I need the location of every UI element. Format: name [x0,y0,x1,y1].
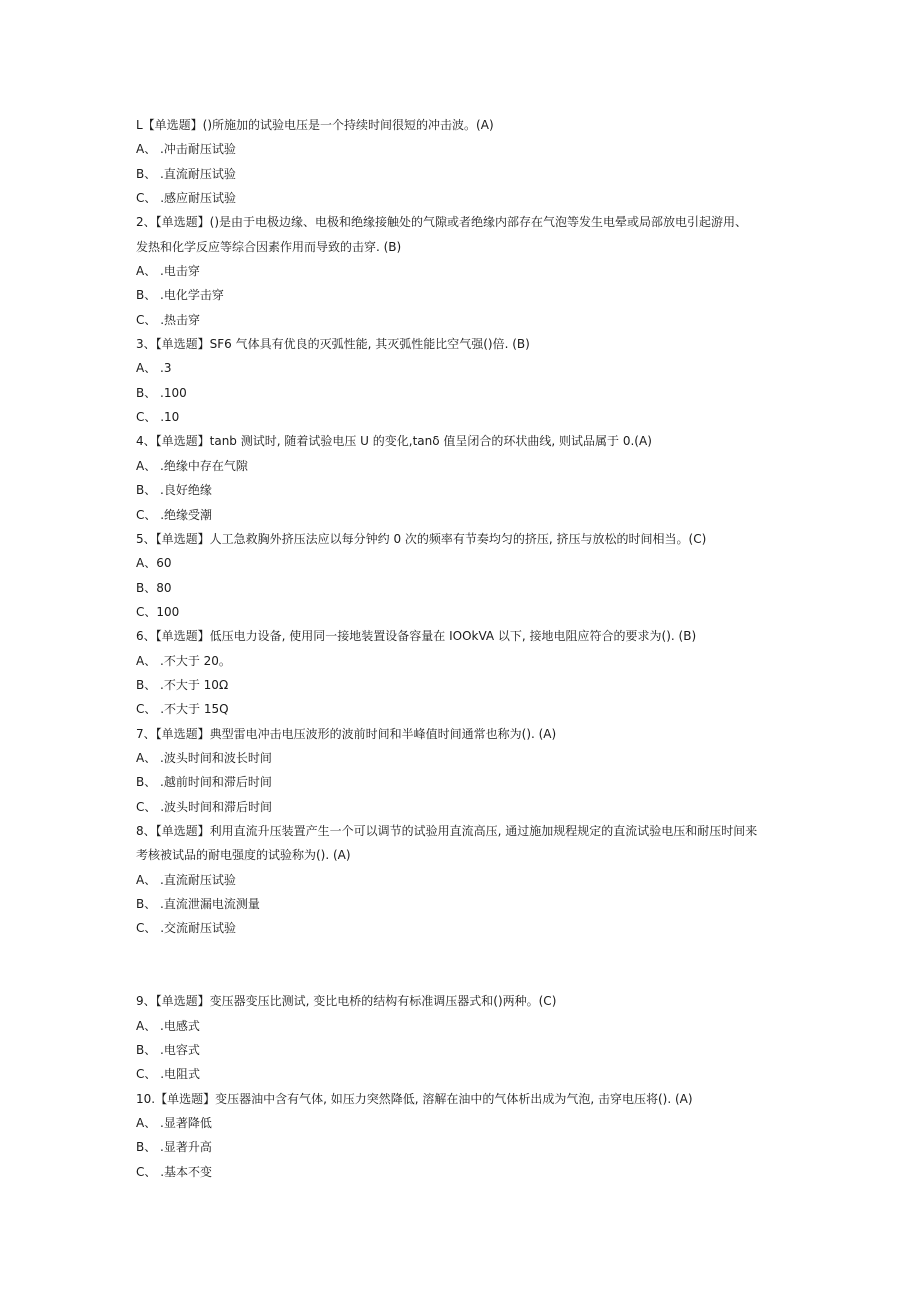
option-c: C、 .交流耐压试验 [136,921,237,936]
question-text: 9、【单选题】变压器变压比测试, 变比电桥的结构有标准调压器式和()两种。(C) [136,994,557,1009]
option-b: B、 .越前时间和滞后时间 [136,775,272,790]
option-c: C、 .绝缘受潮 [136,507,213,522]
option-a: A、60 [136,556,172,571]
option-a: A、 .电感式 [136,1018,200,1033]
option-c: C、 .不大于 15Q [136,702,229,717]
question-10 [136,1087,796,1184]
question-text: 4、【单选题】tanb 测试时, 随着试验电压 U 的变化,tanδ 值呈闭合的环状曲线, 则试品属于 0.(A) [136,434,652,449]
option-b: B、 .良好绝缘 [136,483,212,498]
option-b: B、 .直流耐压试验 [136,166,236,181]
option-c: C、100 [136,604,180,619]
option-b: B、 .电化学击穿 [136,288,224,303]
option-b: B、 .不大于 10Ω [136,677,229,692]
question-text: 5、【单选题】人工急救胸外挤压法应以每分钟约 0 次的频率有节奏均匀的挤压, 挤压与放松的时间相当。(C) [136,531,707,546]
question-6 [136,624,796,721]
question-text: 6、【单选题】低压电力设备, 使用同一接地装置设备容量在 IOOkVA 以下, 接地电阻应符合的要求为(). (B) [136,629,697,644]
question-2 [136,210,796,332]
option-c: C、 .感应耐压试验 [136,191,237,206]
question-4 [136,429,796,526]
option-a: A、 .不大于 20。 [136,653,231,668]
question-7 [136,722,796,819]
question-text-continued: 考核被试品的耐电强度的试验称为(). (A) [136,848,351,863]
option-c: C、 .波头时间和滞后时间 [136,799,273,814]
question-text: 3、【单选题】SF6 气体具有优良的灭弧性能, 其灭弧性能比空气强()倍. (B) [136,337,530,352]
question-1 [136,113,796,210]
option-c: C、 .电阻式 [136,1067,201,1082]
option-b: B、 .电容式 [136,1043,200,1058]
question-8 [136,819,796,941]
option-a: A、 .3 [136,361,172,376]
option-b: B、 .100 [136,385,187,400]
question-9 [136,989,796,1086]
question-3 [136,332,796,429]
option-a: A、 .冲击耐压试验 [136,142,236,157]
option-b: B、80 [136,580,172,595]
question-text: L【单选题】()所施加的试验电压是一个持续时间很短的冲击波。(A) [136,118,494,132]
option-a: A、 .电击穿 [136,264,200,279]
section-gap [136,941,796,990]
option-b: B、 .显著升高 [136,1140,212,1155]
question-text: 2、【单选题】()是由于电极边缘、电极和绝缘接触处的气隙或者绝缘内部存在气泡等发生电晕或局部放电引起游用、 [136,215,748,230]
option-c: C、 .热击穿 [136,312,201,327]
option-b: B、 .直流泄漏电流测量 [136,897,260,911]
question-5 [136,527,796,624]
exam-page [136,113,796,1184]
question-text-continued: 发热和化学反应等综合因素作用而导致的击穿. (B) [136,239,402,254]
question-text: 7、【单选题】典型雷电冲击电压波形的波前时间和半峰值时间通常也称为(). (A) [136,726,557,741]
option-a: A、 .波头时间和波长时间 [136,750,272,765]
question-text: 8、【单选题】利用直流升压装置产生一个可以调节的试验用直流高压, 通过施加规程规定的直流试验电压和耐压时间来 [136,823,758,838]
option-c: C、 .基本不变 [136,1164,213,1179]
option-c: C、 .10 [136,410,180,425]
option-a: A、 .显著降低 [136,1116,212,1131]
question-text: 10.【单选题】变压器油中含有气体, 如压力突然降低, 溶解在油中的气体析出成为气泡, 击穿电压将(). (A) [136,1091,693,1106]
option-a: A、 .绝缘中存在气隙 [136,458,248,473]
option-a: A、 .直流耐压试验 [136,872,236,887]
